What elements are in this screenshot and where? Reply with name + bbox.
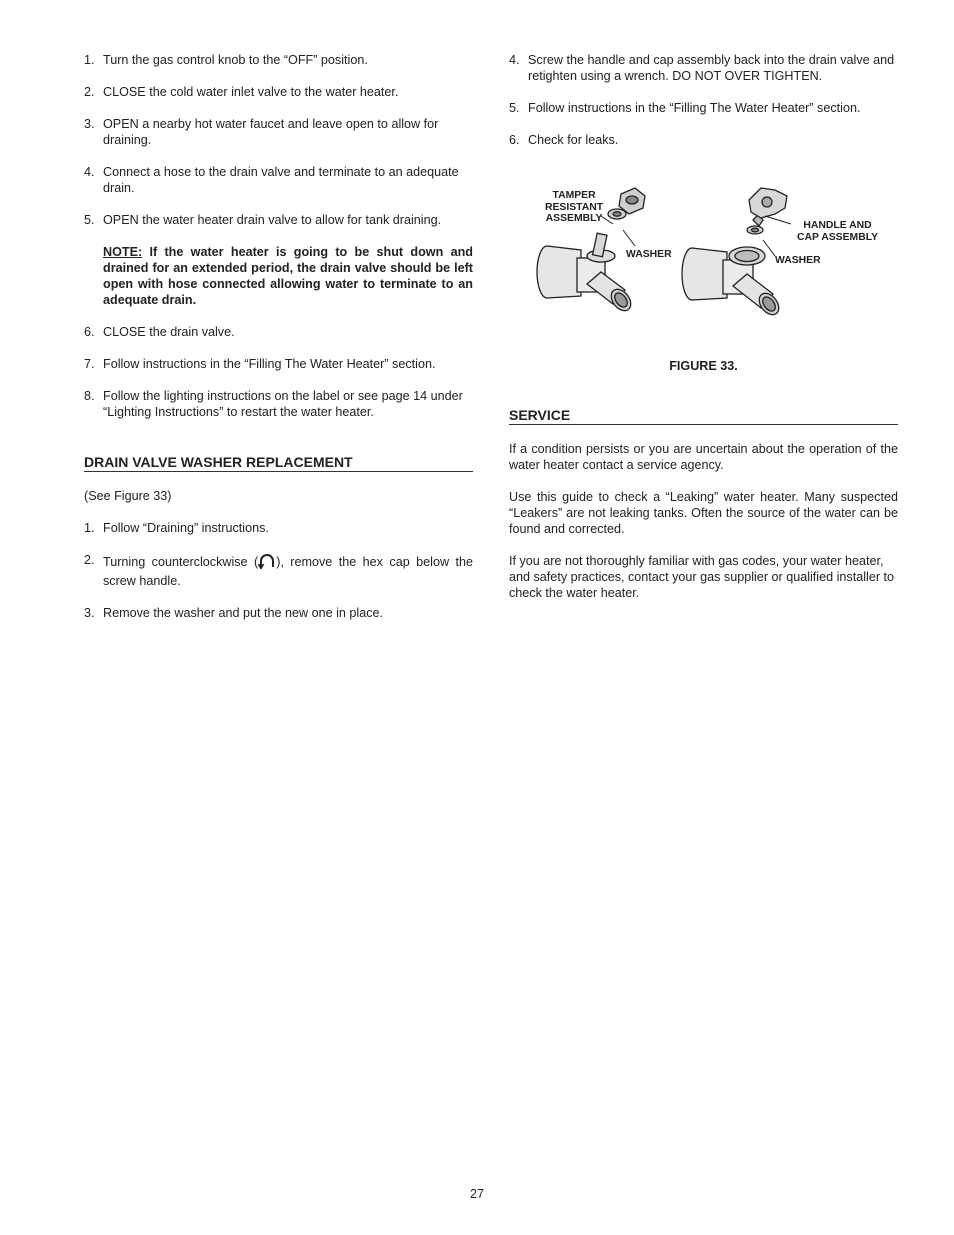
right-step-6: 6. Check for leaks. [509,133,619,147]
counterclockwise-arrow-icon [258,552,276,573]
figure-caption: FIGURE 33. [669,359,738,373]
right-step-4: 4. Screw the handle and cap assembly back into the drain valve and retighten using a wrench. DO NOT OVER TIGHTEN. [509,53,895,83]
washer-replacement-heading: DRAIN VALVE WASHER REPLACEMENT [84,454,473,472]
washer-right-label: WASHER [775,255,821,266]
step-8: 8. Follow the lighting instructions on the label or see page 14 under “Lighting Instructions” to restart the water heater. [84,389,463,419]
service-paragraph-2: Use this guide to check a “Leaking” water heater. Many suspected “Leakers” are not leaking tanks. Often the source of the water can be found and corrected. [509,490,898,536]
handle-cap-label: HANDLE AND CAP ASSEMBLY [797,220,879,243]
right-step-5: 5. Follow instructions in the “Filling The Water Heater” section. [509,101,861,115]
service-paragraph-3: If you are not thoroughly familiar with gas codes, your water heater, and safety practices, contact your gas supplier or qualified installer to check the water heater. [509,554,895,600]
page-number: 27 [469,1187,484,1201]
service-paragraph-1: If a condition persists or you are uncertain about the operation of the water heater contact a service agency. [509,442,898,472]
step-6: 6. CLOSE the drain valve. [84,325,235,339]
step-5: 5. OPEN the water heater drain valve to allow for tank draining. NOTE: If the water heater is going to be shut down and drained for an extended period, the drain valve should be left open with hose connected allowing water to terminate to an adequate drain. [84,213,473,307]
step-4: 4. Connect a hose to the drain valve and terminate to an adequate drain. [84,165,459,195]
right-column [509,52,898,617]
figure-33-illustration [509,184,898,344]
step-1: 1. Turn the gas control knob to the “OFF” position. [84,53,368,67]
washer-step-3: 3. Remove the washer and put the new one in place. [84,606,384,620]
left-column [84,52,473,637]
washer-step-1: 1. Follow “Draining” instructions. [84,521,269,535]
step-2: 2. CLOSE the cold water inlet valve to the water heater. [84,85,399,99]
washer-step-2: 2. Turning counterclockwise ( ), remove the hex cap below the screw handle. [84,553,473,588]
step-3: 3. OPEN a nearby hot water faucet and leave open to allow for draining. [84,117,439,147]
tamper-resistant-label: TAMPER RESISTANT ASSEMBLY [545,190,604,224]
step-7: 7. Follow instructions in the “Filling The Water Heater” section. [84,357,436,371]
see-figure-text: (See Figure 33) [84,489,172,503]
washer-left-label: WASHER [626,249,672,260]
service-heading: SERVICE [509,407,898,425]
drain-note: NOTE: If the water heater is going to be shut down and drained for an extended period, the drain valve should be left open with hose connected allowing water to terminate to an adequate drain. [103,245,473,307]
